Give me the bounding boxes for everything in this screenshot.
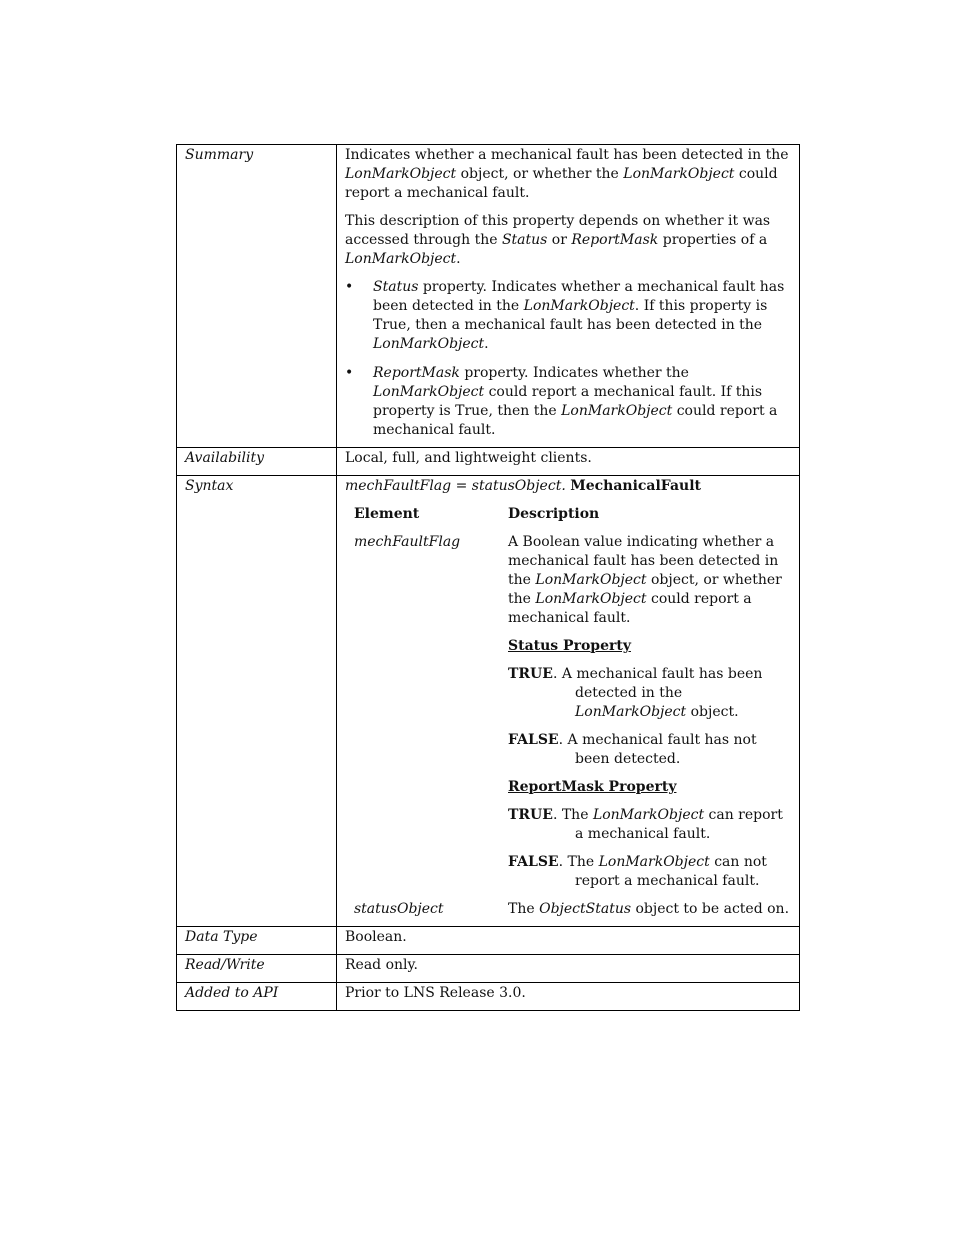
- property-table: [176, 144, 800, 1011]
- data-type-label: Data Type: [177, 927, 337, 955]
- summary-paragraph-1: Indicates whether a mechanical fault has been detected in the LonMarkObject object, or whether the LonMarkObject could report a mechanical fault.: [345, 147, 789, 201]
- table-row: [345, 533, 792, 891]
- availability-row: [177, 448, 800, 476]
- syntax-value: [337, 476, 800, 927]
- read-write-row: [177, 955, 800, 983]
- element-name: statusObject: [354, 901, 444, 917]
- summary-bullet-status: • Status property. Indicates whether a mechanical fault has been detected in the LonMarkObject. If this property is True, then a mechanical fault has been detected in the LonMarkObject.: [345, 278, 791, 354]
- reportmask-false-item: FALSE. The LonMarkObject can not report a mechanical fault.: [508, 854, 767, 889]
- reportmask-property-heading: ReportMask Property: [508, 779, 677, 795]
- data-type-value: Boolean.: [337, 927, 800, 955]
- table-row: [345, 891, 792, 919]
- summary-bullet-reportmask: • ReportMask property. Indicates whether the LonMarkObject could report a mechanical fault. If this property is True, then the LonMarkObject could report a mechanical fault.: [345, 364, 791, 440]
- status-true-item: TRUE. A mechanical fault has been detected in the LonMarkObject object.: [508, 666, 763, 720]
- summary-row: [177, 145, 800, 448]
- element-description: [508, 533, 792, 891]
- summary-paragraph-2: This description of this property depends on whether it was accessed through the Status or ReportMask properties of a LonMarkObject.: [345, 213, 771, 267]
- reportmask-true-item: TRUE. The LonMarkObject can report a mechanical fault.: [508, 807, 783, 842]
- availability-label: Availability: [177, 448, 337, 476]
- element-table: [345, 505, 792, 919]
- element-description: The ObjectStatus object to be acted on.: [508, 901, 790, 917]
- syntax-line: mechFaultFlag = statusObject. MechanicalFault: [345, 478, 702, 494]
- property-page: [176, 144, 800, 1011]
- summary-label: Summary: [177, 145, 337, 448]
- added-to-api-row: [177, 983, 800, 1011]
- column-header-element: Element: [354, 506, 420, 522]
- element-table-header: [345, 505, 792, 533]
- syntax-label: Syntax: [177, 476, 337, 927]
- added-to-api-label: Added to API: [177, 983, 337, 1011]
- summary-bullets: [345, 278, 791, 440]
- status-property-heading: Status Property: [508, 638, 631, 654]
- status-false-item: FALSE. A mechanical fault has not been detected.: [508, 732, 757, 767]
- data-type-row: [177, 927, 800, 955]
- column-header-description: Description: [508, 506, 600, 522]
- summary-value: [337, 145, 800, 448]
- element-name: mechFaultFlag: [354, 534, 461, 550]
- read-write-value: Read only.: [337, 955, 800, 983]
- element-description-text: A Boolean value indicating whether a mechanical fault has been detected in the LonMarkObject object, or whether the LonMarkObject could report a mechanical fault.: [508, 534, 782, 626]
- syntax-row: [177, 476, 800, 927]
- read-write-label: Read/Write: [177, 955, 337, 983]
- availability-value: Local, full, and lightweight clients.: [337, 448, 800, 476]
- added-to-api-value: Prior to LNS Release 3.0.: [337, 983, 800, 1011]
